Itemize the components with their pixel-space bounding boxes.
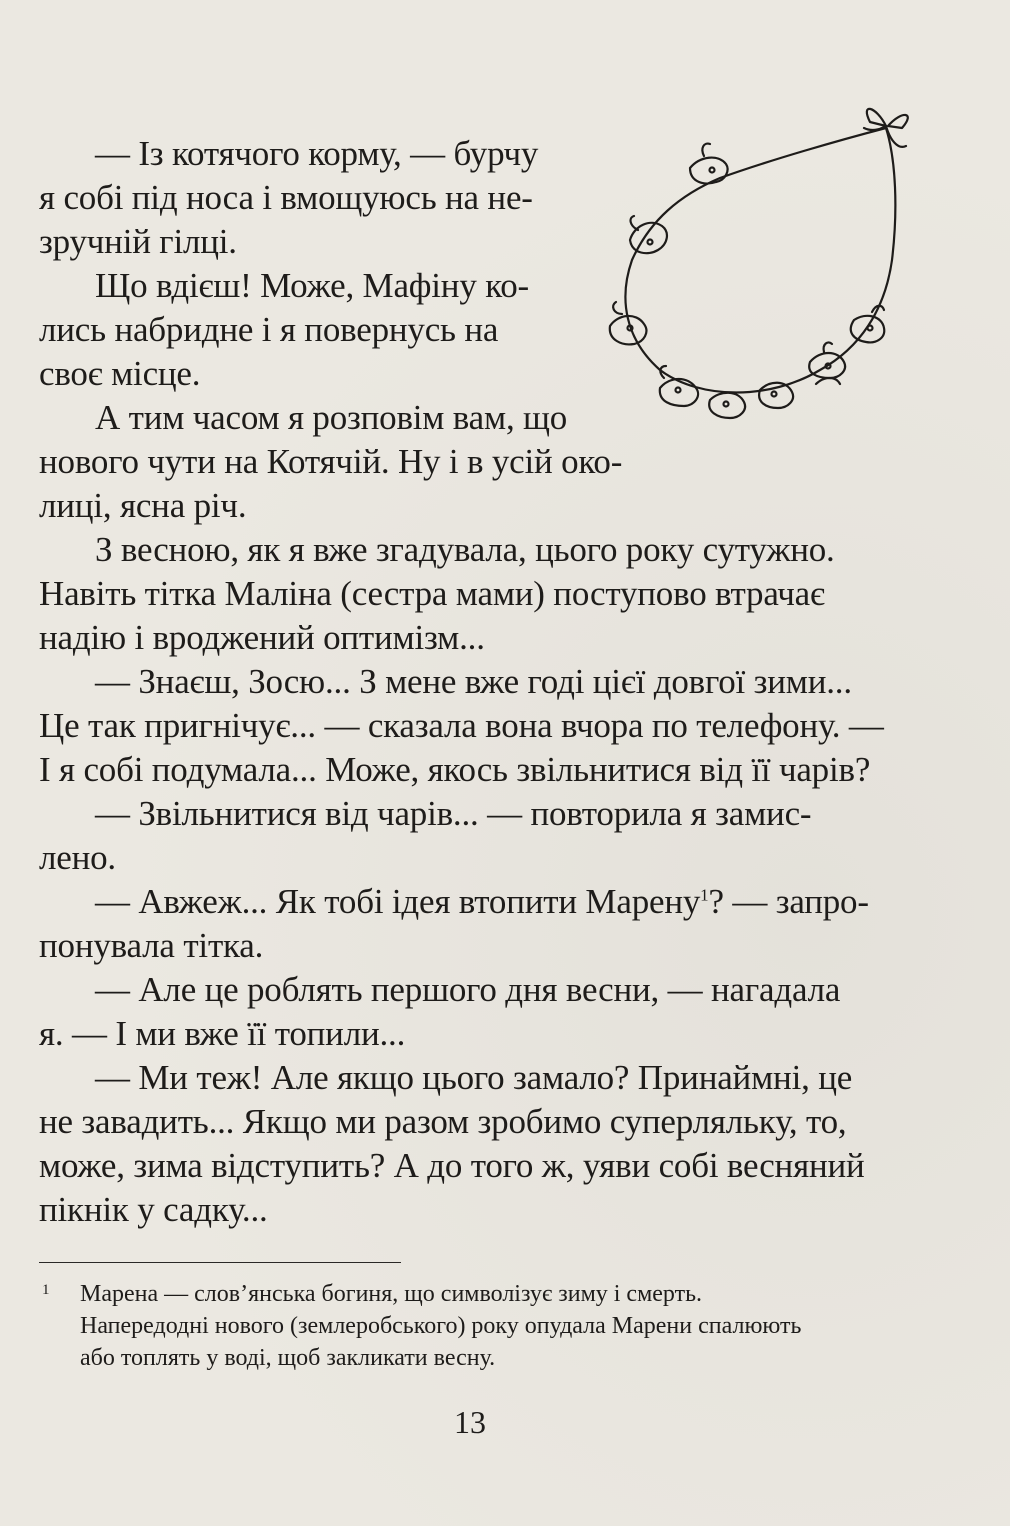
text-line: лиці, ясна річ.: [39, 486, 247, 525]
text-line: надію і вроджений оптимізм...: [39, 618, 485, 657]
page-number: 13: [454, 1404, 486, 1440]
text-line: — Ми теж! Але якщо цього замало? Принаймні, це: [95, 1058, 853, 1097]
text-line: може, зима відступить? А до того ж, уяви собі весняний: [39, 1146, 865, 1185]
text-line: пікнік у садку...: [39, 1190, 268, 1229]
text-line: Навіть тітка Маліна (сестра мами) поступово втрачає: [39, 574, 825, 613]
cookie-wreath-illustration: [590, 100, 930, 430]
footnote-divider: [39, 1262, 401, 1263]
text-line: Що вдієш! Може, Мафіну ко-: [95, 266, 529, 305]
footnote-line: Марена — слов’янська богиня, що символізує зиму і смерть.: [80, 1281, 703, 1307]
text-segment: — Авжеж... Як тобі ідея втопити Марену: [95, 882, 701, 921]
footnote-line: або топлять у воді, щоб закликати весну.: [80, 1345, 496, 1371]
text-line: З весною, як я вже згадувала, цього року сутужно.: [95, 530, 835, 569]
text-line: — Із котячого корму, — бурчу: [95, 134, 539, 173]
text-line: Це так пригнічує... — сказала вона вчора по телефону. —: [39, 706, 884, 745]
text-line: І я собі подумала... Може, якось звільнитися від її чарів?: [39, 750, 871, 789]
footnote-mark: 1: [42, 1282, 50, 1298]
footnote-ref-mark: 1: [700, 885, 709, 905]
text-line: не завадить... Якщо ми разом зробимо суперляльку, то,: [39, 1102, 847, 1141]
text-line-with-footnote-ref: [95, 880, 869, 924]
text-line: лись набридне і я повернусь на: [39, 310, 499, 349]
text-line: лено.: [39, 838, 116, 877]
text-line: — Знаєш, Зосю... З мене вже годі цієї довгої зими...: [95, 662, 852, 701]
text-line: понувала тітка.: [39, 926, 264, 965]
text-line: А тим часом я розповім вам, що: [95, 398, 568, 437]
text-line: нового чути на Котячій. Ну і в усій око-: [39, 442, 623, 481]
text-segment: ? — запро-: [708, 882, 869, 921]
text-line: — Але це роблять першого дня весни, — нагадала: [95, 970, 841, 1009]
text-line: зручній гілці.: [39, 222, 237, 261]
text-line: я собі під носа і вмощуюсь на не-: [39, 178, 533, 217]
text-line: своє місце.: [39, 354, 201, 393]
text-line: — Звільнитися від чарів... — повторила я замис-: [95, 794, 812, 833]
text-line: я. — І ми вже її топили...: [39, 1014, 406, 1053]
footnote-line: Напередодні нового (землеробського) року опудала Марени спалюють: [80, 1313, 802, 1339]
